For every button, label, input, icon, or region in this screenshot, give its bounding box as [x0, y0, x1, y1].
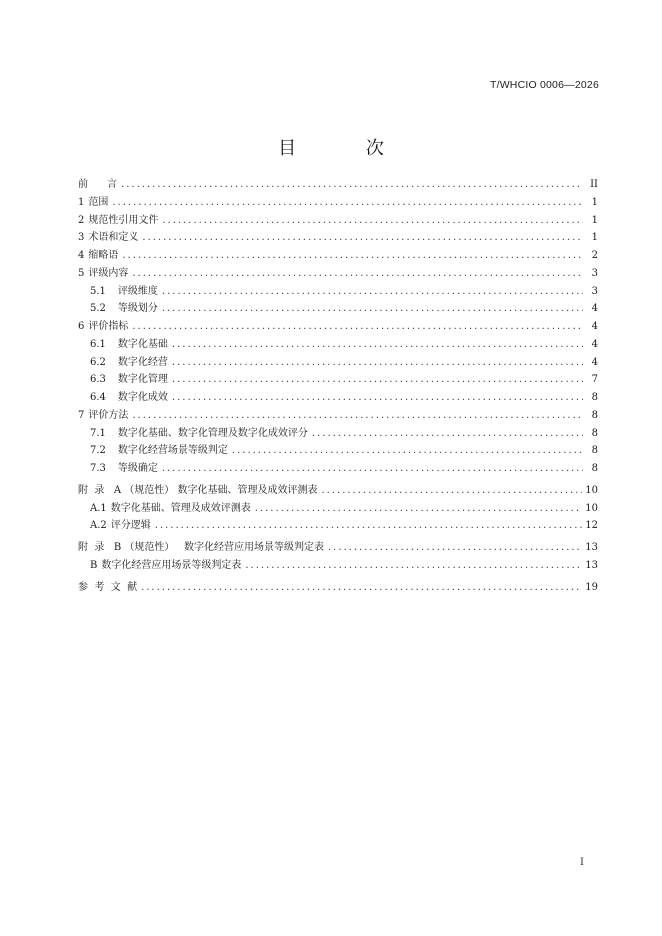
- toc-entry-annex-a-1[interactable]: [78, 500, 598, 518]
- toc-entry-number: 3: [78, 232, 85, 244]
- toc-entry-text: 等级确定: [117, 463, 158, 474]
- toc-entry-text: 参 考 文 献: [78, 581, 138, 593]
- toc-entry-label: [90, 354, 168, 372]
- toc-entry-label: [90, 336, 168, 354]
- toc-entry-label: [78, 482, 317, 500]
- toc-entry-text: 数字化经营: [117, 356, 168, 368]
- toc-entry-page: 1: [591, 214, 598, 226]
- toc-entry-text: 数字化成效: [117, 392, 168, 403]
- toc-entry-page: 3: [591, 267, 598, 279]
- toc-entry-number: 5.1: [90, 285, 106, 297]
- toc-leader-dots: [245, 557, 582, 575]
- toc-entry-label: [78, 539, 324, 557]
- toc-leader-dots: [132, 265, 583, 283]
- toc-entry-s7[interactable]: [78, 407, 598, 425]
- toc-leader-dots: [172, 354, 583, 372]
- toc-entry-text: 数字化经营场景等级判定: [117, 445, 228, 457]
- toc-entry-text: 评级内容: [88, 267, 129, 279]
- toc-entry-page: 10: [585, 484, 598, 496]
- toc-entry-number: 4: [78, 250, 85, 261]
- toc-entry-s6-4[interactable]: [78, 389, 598, 407]
- toc-leader-dots: [162, 300, 583, 318]
- toc-entry-s6-2[interactable]: [78, 354, 598, 372]
- document-code: T/WHCIO 0006—2026: [489, 79, 599, 91]
- toc-entry-page: 4: [591, 356, 598, 368]
- toc-entry-text: 评价方法: [88, 409, 129, 421]
- toc-entry-text: 前 言: [78, 179, 118, 190]
- toc-entry-label: [90, 425, 308, 443]
- toc-entry-page: 1: [591, 196, 598, 208]
- toc-entry-references[interactable]: [78, 579, 598, 597]
- toc-entry-page: 19: [585, 581, 598, 593]
- toc-entry-page: 8: [591, 427, 598, 439]
- toc-entry-page: 1: [591, 232, 598, 244]
- toc-entry-label: [78, 194, 108, 212]
- toc-leader-dots: [141, 579, 582, 597]
- toc-entry-page: 4: [591, 321, 598, 332]
- toc-entry-page: 8: [591, 392, 598, 403]
- toc-entry-s6[interactable]: [78, 318, 598, 336]
- toc-entry-label: [90, 300, 158, 318]
- toc-entry-text: 附 录 B （规范性） 数字化经营应用场景等级判定表: [78, 542, 324, 553]
- toc-entry-s5-2[interactable]: [78, 300, 598, 318]
- toc-entry-page: 8: [591, 445, 598, 457]
- toc-entry-page: 12: [585, 520, 598, 532]
- toc-entry-s4[interactable]: [78, 247, 598, 265]
- toc-entry-page: 13: [585, 559, 598, 571]
- toc-entry-number: 6.1: [90, 338, 106, 350]
- toc-leader-dots: [312, 425, 583, 443]
- toc-entry-s5-1[interactable]: [78, 283, 598, 301]
- toc-entry-label: [90, 500, 251, 518]
- toc-entry-s7-1[interactable]: [78, 425, 598, 443]
- toc-entry-number: 7.1: [90, 427, 106, 439]
- toc-entry-page: 3: [591, 285, 598, 297]
- toc-entry-text: 数字化经营应用场景等级判定表: [101, 559, 242, 571]
- toc-entry-text: 范围: [88, 196, 109, 208]
- toc-entry-annex-a-2[interactable]: [78, 517, 598, 535]
- toc-entry-number: A.1: [90, 502, 107, 514]
- toc-entry-label: [78, 579, 137, 597]
- toc-leader-dots: [321, 482, 582, 500]
- toc-entry-page: 10: [585, 502, 598, 514]
- toc-entry-page: 8: [591, 463, 598, 474]
- toc-entry-page: 13: [585, 542, 598, 553]
- page-title: 目 次: [278, 138, 416, 159]
- toc-entry-page: 2: [591, 250, 598, 261]
- toc-entry-text: 附 录 A （规范性） 数字化基础、管理及成效评测表: [78, 484, 318, 496]
- toc-leader-dots: [112, 194, 583, 212]
- toc-entry-text: 数字化基础、管理及成效评测表: [110, 502, 251, 514]
- toc-entry-label: [78, 318, 128, 336]
- toc-entry-number: 1: [78, 196, 85, 208]
- toc-entry-number: 5: [78, 267, 85, 279]
- toc-entry-s6-3[interactable]: [78, 371, 598, 389]
- toc-leader-dots: [132, 318, 583, 336]
- toc-entry-s1[interactable]: [78, 194, 598, 212]
- page-number: I: [580, 857, 584, 868]
- toc-entry-label: [90, 460, 158, 478]
- toc-entry-number: 7.3: [90, 463, 106, 474]
- toc-entry-label: [90, 371, 168, 389]
- toc-entry-text: 数字化基础: [117, 338, 168, 350]
- toc-leader-dots: [162, 283, 583, 301]
- toc-entry-text: 评价指标: [88, 321, 129, 332]
- toc-entry-s2[interactable]: [78, 212, 598, 230]
- toc-entry-annex-b[interactable]: [78, 539, 598, 557]
- toc-entry-foreword[interactable]: [78, 176, 598, 194]
- toc-leader-dots: [162, 460, 583, 478]
- toc-entry-number: 7: [78, 409, 85, 421]
- toc-leader-dots: [142, 229, 583, 247]
- toc-entry-s7-2[interactable]: [78, 442, 598, 460]
- toc-entry-text: 缩略语: [88, 250, 119, 261]
- toc-entry-s7-3[interactable]: [78, 460, 598, 478]
- toc-entry-text: 评级维度: [117, 285, 158, 297]
- toc-entry-number: 6.3: [90, 374, 106, 386]
- toc-entry-text: 评分逻辑: [110, 520, 151, 532]
- toc-leader-dots: [132, 407, 583, 425]
- toc-leader-dots: [155, 517, 583, 535]
- toc-leader-dots: [121, 176, 583, 194]
- toc-entry-label: [78, 247, 118, 265]
- toc-entry-page: II: [590, 179, 598, 190]
- toc-entry-label: [90, 557, 241, 575]
- toc-entry-page: 4: [591, 303, 598, 315]
- toc-entry-label: [78, 265, 128, 283]
- toc-entry-text: 术语和定义: [88, 232, 139, 244]
- toc-entry-number: 6: [78, 321, 85, 332]
- toc-entry-page: 4: [591, 338, 598, 350]
- toc-entry-text: 等级划分: [117, 303, 158, 315]
- toc-entry-text: 数字化管理: [117, 374, 168, 386]
- toc-entry-number: B: [90, 559, 98, 571]
- toc-entry-s3[interactable]: [78, 229, 598, 247]
- toc-leader-dots: [232, 442, 583, 460]
- toc-entry-s6-1[interactable]: [78, 336, 598, 354]
- toc-entry-label: [90, 517, 151, 535]
- toc-entry-number: A.2: [90, 520, 107, 532]
- toc-entry-number: 7.2: [90, 445, 106, 457]
- toc-leader-dots: [255, 500, 583, 518]
- toc-entry-text: 规范性引用文件: [88, 214, 159, 226]
- toc-entry-label: [90, 389, 168, 407]
- toc-leader-dots: [172, 389, 583, 407]
- table-of-contents: [78, 176, 598, 596]
- toc-entry-label: [90, 442, 228, 460]
- toc-entry-s5[interactable]: [78, 265, 598, 283]
- toc-entry-annex-a[interactable]: [78, 482, 598, 500]
- toc-leader-dots: [172, 336, 583, 354]
- toc-entry-page: 8: [591, 409, 598, 421]
- toc-entry-text: 数字化基础、数字化管理及数字化成效评分: [117, 427, 308, 439]
- toc-entry-page: 7: [591, 374, 598, 386]
- toc-leader-dots: [328, 539, 582, 557]
- toc-entry-label: [90, 283, 158, 301]
- toc-leader-dots: [122, 247, 583, 265]
- toc-entry-label: [78, 407, 128, 425]
- toc-entry-label: [78, 176, 117, 194]
- toc-leader-dots: [172, 371, 583, 389]
- toc-entry-label: [78, 229, 138, 247]
- toc-entry-number: 6.4: [90, 392, 106, 403]
- toc-entry-annex-b-1[interactable]: [78, 557, 598, 575]
- toc-leader-dots: [162, 212, 583, 230]
- toc-entry-number: 6.2: [90, 356, 106, 368]
- toc-entry-number: 2: [78, 214, 85, 226]
- toc-entry-label: [78, 212, 158, 230]
- toc-entry-number: 5.2: [90, 303, 106, 315]
